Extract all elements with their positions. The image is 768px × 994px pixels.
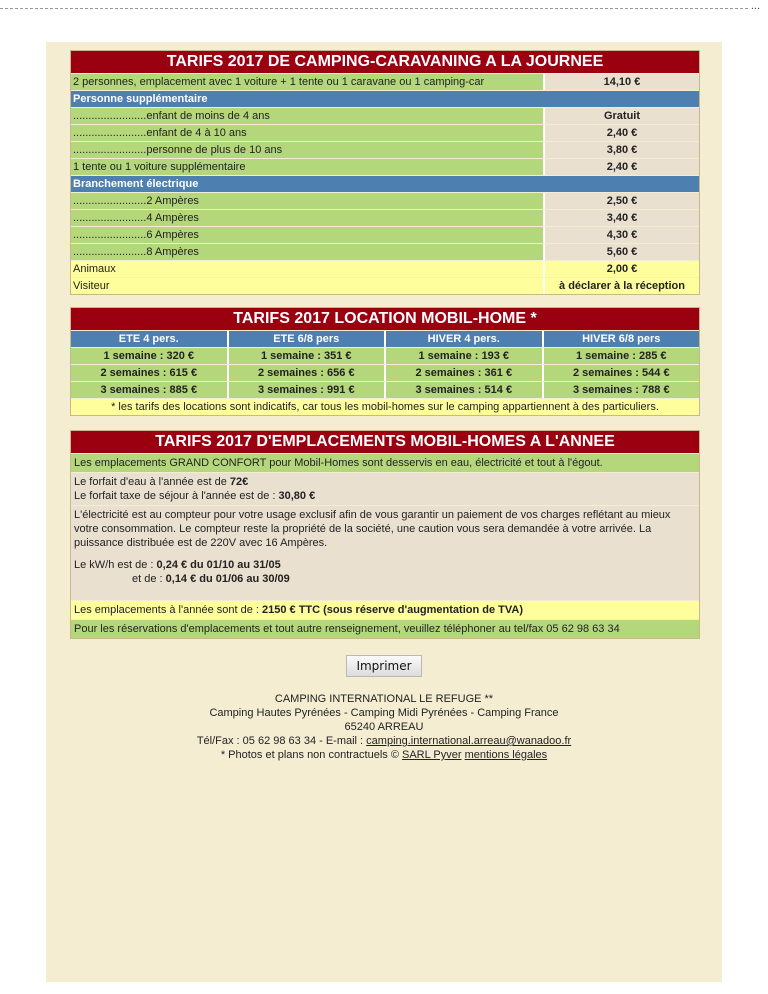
mobil-home-rental-title: TARIFS 2017 LOCATION MOBIL-HOME * [71,308,699,330]
sarl-link[interactable]: SARL Pyver [402,749,462,761]
table-row: 3 semaines : 885 € 3 semaines : 991 € 3 semaines : 514 € 3 semaines : 788 € [71,381,699,398]
table-row: 2 semaines : 615 € 2 semaines : 656 € 2 semaines : 361 € 2 semaines : 544 € [71,364,699,381]
electric-header: Branchement électrique [71,175,699,192]
footer: CAMPING INTERNATIONAL LE REFUGE ** Camping Hautes Pyrénées - Camping Midi Pyrénées - Camping France 65240 ARREAU Tél/Fax : 05 62 98 63 34 - E-mail : camping.international.arreau@wanadoo.fr * Photos et plans non contractuels © SARL Pyver mentions légales [196,693,572,761]
email-link[interactable]: camping.international.arreau@wanadoo.fr [366,735,572,747]
table-row: ........................personne de plus de 10 ans 3,80 € [71,141,699,158]
table-row: 1 tente ou 1 voiture supplémentaire 2,40 € [71,158,699,175]
pitch-intro: Les emplacements GRAND CONFORT pour Mobil-Homes sont desservis en eau, électricité et tout à l'égout. [71,453,699,472]
table-row: 1 semaine : 320 € 1 semaine : 351 € 1 semaine : 193 € 1 semaine : 285 € [71,347,699,364]
annual-pitch-table [70,430,700,639]
contact-info: Pour les réservations d'emplacements et tout autre renseignement, veuillez téléphoner au tel/fax 05 62 98 63 34 [71,619,699,638]
table-row: Animaux 2,00 € [71,260,699,277]
legal-link[interactable]: mentions légales [464,749,548,761]
table-row: 2 personnes, emplacement avec 1 voiture + 1 tente ou 1 caravane ou 1 camping-car 14,10 € [71,73,699,90]
camping-rates-title: TARIFS 2017 DE CAMPING-CARAVANING A LA JOURNEE [71,51,699,73]
pitch-fees: Le forfait d'eau à l'année est de 72€ Le forfait taxe de séjour à l'année est de : 30,80 € [71,472,699,505]
mobil-home-rental-table [70,307,700,416]
content-panel [46,42,722,982]
camping-rates-table [70,50,700,295]
extra-person-header: Personne supplémentaire [71,90,699,107]
table-row: ........................2 Ampères 2,50 € [71,192,699,209]
table-row: Visiteur à déclarer à la réception [71,277,699,294]
table-row: ........................4 Ampères 3,40 € [71,209,699,226]
table-row: ........................enfant de 4 à 10 ans 2,40 € [71,124,699,141]
more-icon[interactable]: ... [750,0,760,12]
top-divider [0,8,748,9]
print-button[interactable]: Imprimer [346,655,422,677]
table-row: ........................8 Ampères 5,60 € [71,243,699,260]
annual-pitch-title: TARIFS 2017 D'EMPLACEMENTS MOBIL-HOMES A L'ANNEE [71,431,699,453]
table-row: ........................6 Ampères 4,30 € [71,226,699,243]
table-header-row: ETE 4 pers. ETE 6/8 pers HIVER 4 pers. HIVER 6/8 pers [71,330,699,347]
electricity-info: L'électricité est au compteur pour votre usage exclusif afin de vous garantir un paiement de vos charges reflétant au mieux votre consommation. Le compteur reste la propriété de la société, une caution vous sera demandée à votre arrivée. La puissance distribuée est de 220V avec 16 Ampères. Le kW/h est de : 0,24 € du 01/10 au 31/05 et de : 0,14 € du 01/06 au 30/09 [71,505,699,600]
rental-note: * les tarifs des locations sont indicatifs, car tous les mobil-homes sur le camping appartiennent à des particuliers. [71,398,699,415]
table-row: ........................enfant de moins de 4 ans Gratuit [71,107,699,124]
annual-price: Les emplacements à l'année sont de : 2150 € TTC (sous réserve d'augmentation de TVA) [71,600,699,619]
